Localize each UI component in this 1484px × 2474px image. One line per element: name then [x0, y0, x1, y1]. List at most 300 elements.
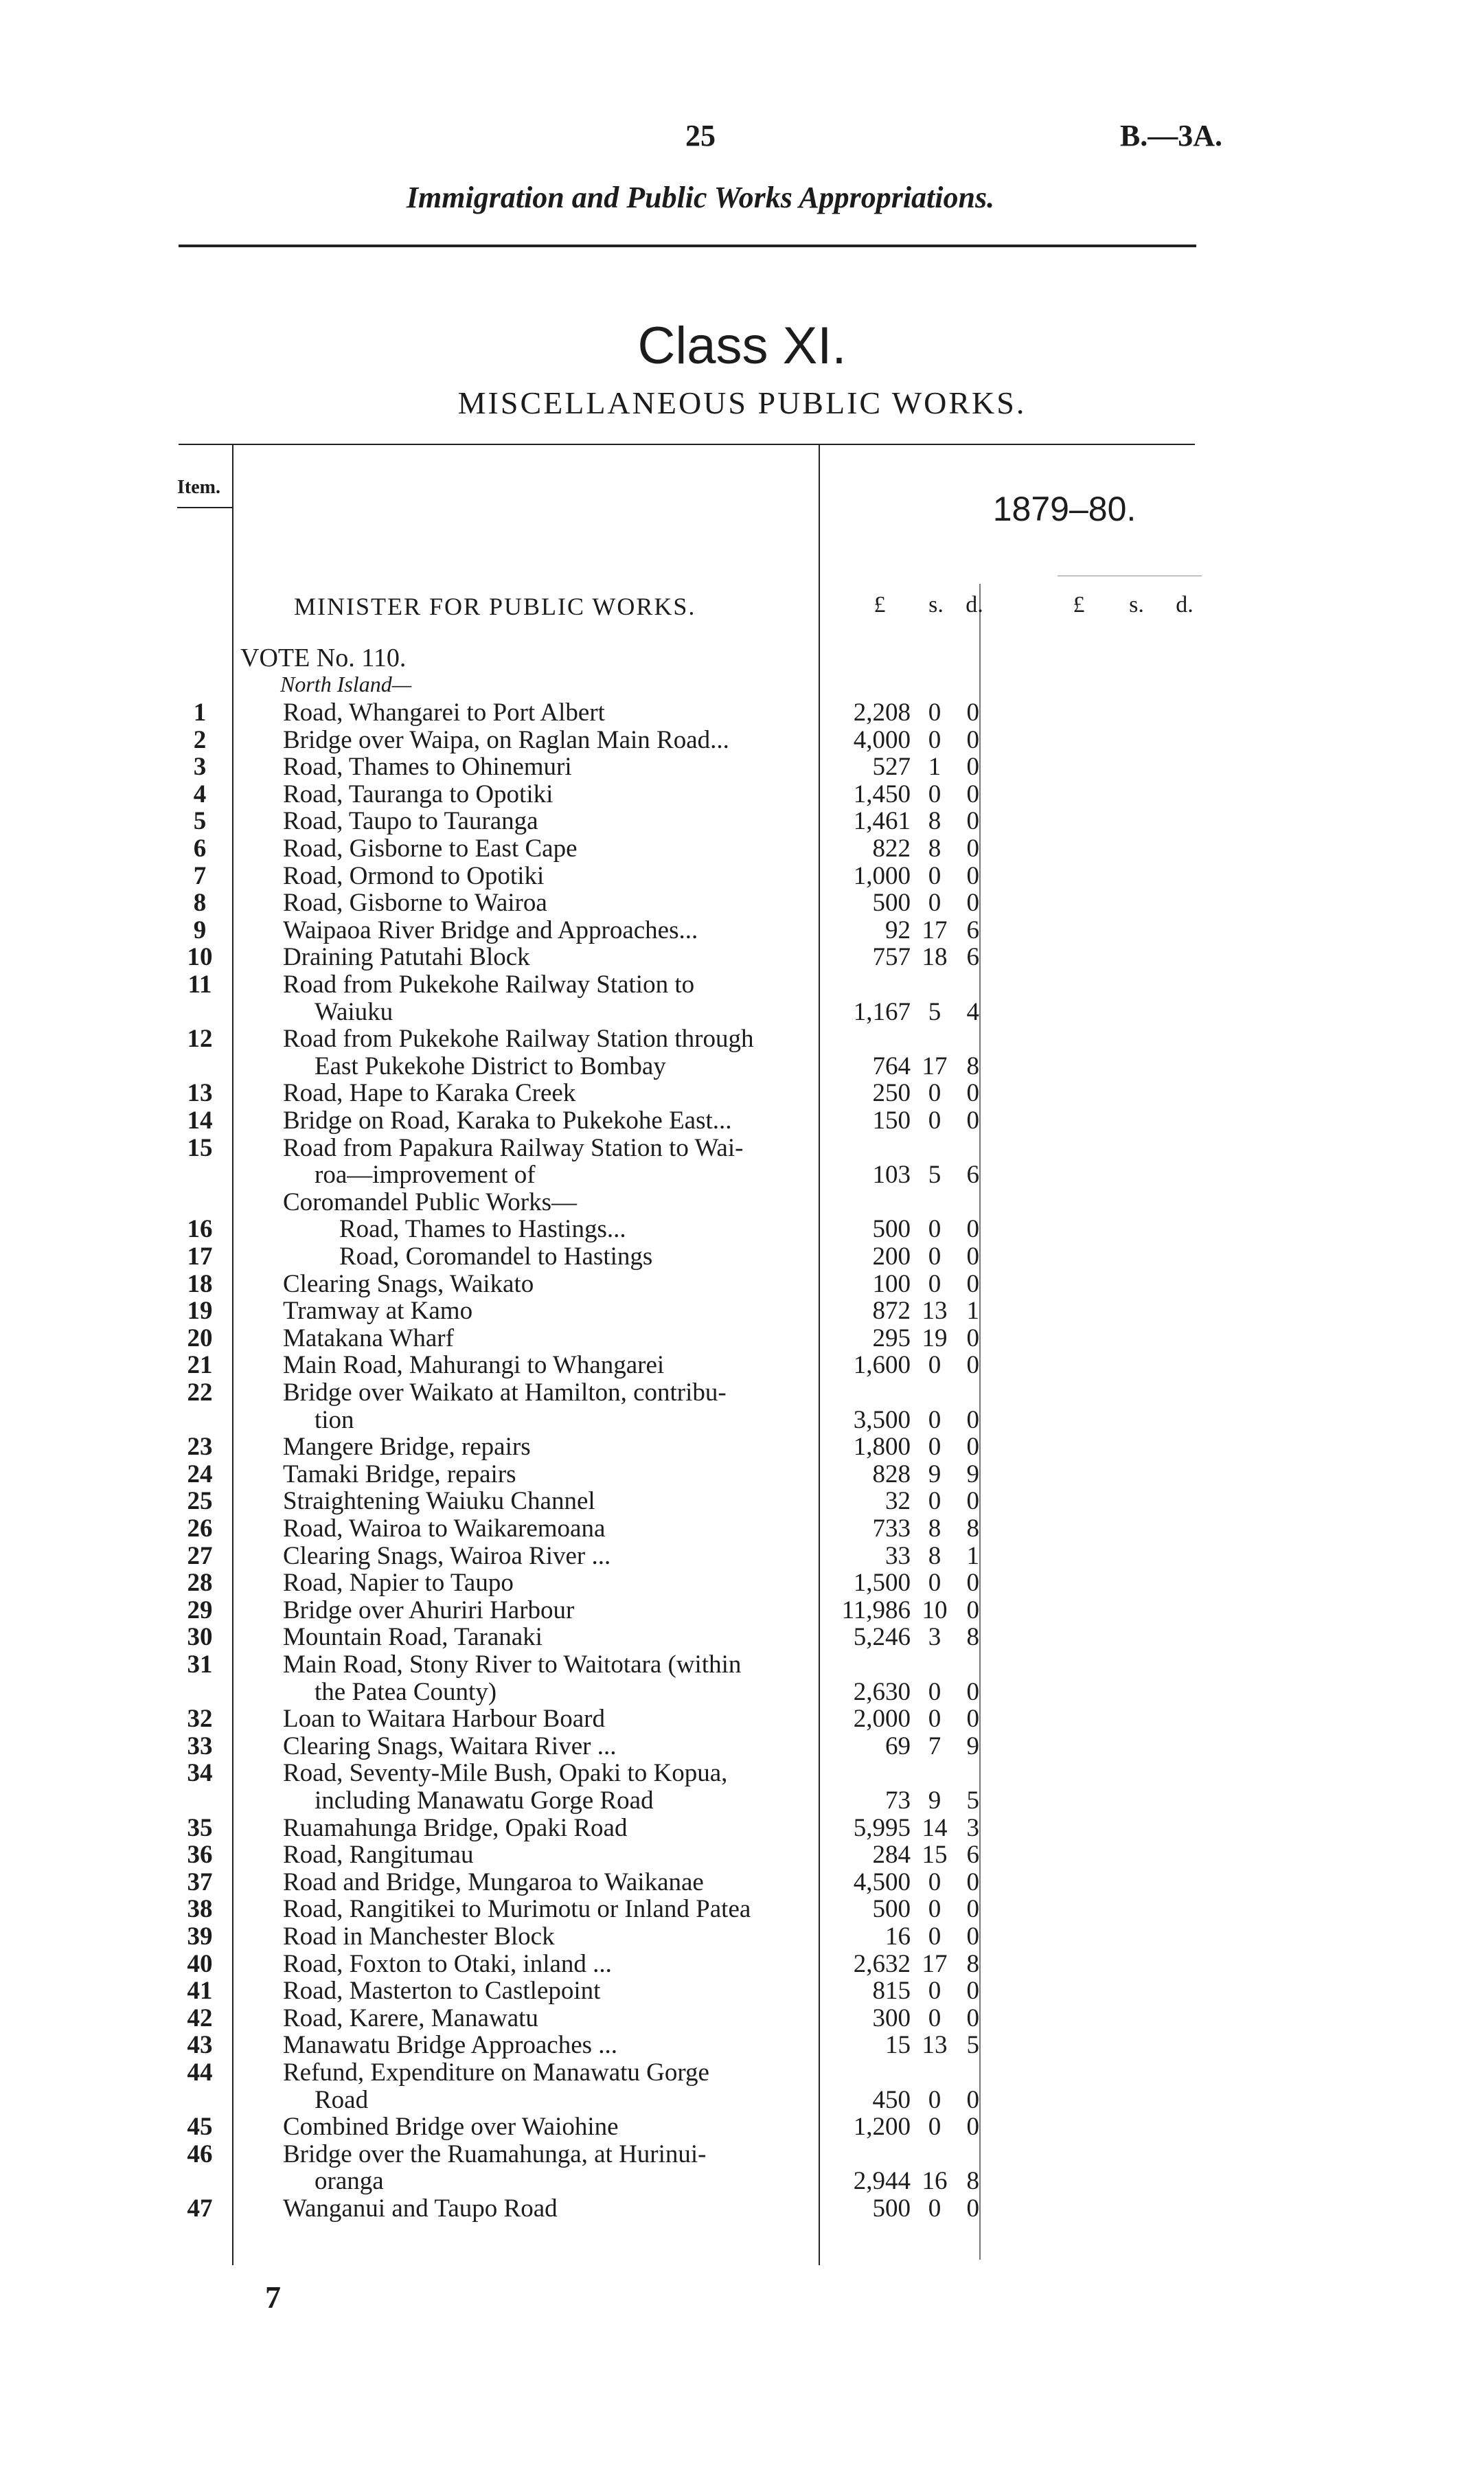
item-number: 18	[187, 1269, 213, 1298]
item-description: Waipaoa River Bridge and Approaches...	[283, 916, 698, 944]
item-number: 24	[187, 1460, 213, 1488]
amount-pounds: 1,167	[853, 997, 911, 1026]
item-description: Waiuku	[315, 998, 393, 1026]
table-row	[0, 699, 1484, 727]
amount-pounds: 1,800	[853, 1433, 911, 1462]
table-row	[0, 835, 1484, 863]
table-row	[0, 1651, 1484, 1679]
amount-shillings: 13	[922, 2031, 948, 2060]
amount-shillings: 0	[928, 1269, 941, 1298]
item-description: Road, Hape to Karaka Creek	[283, 1080, 576, 1108]
item-description: East Pukekohe District to Bombay	[315, 1052, 666, 1080]
header-rule	[179, 245, 1196, 247]
table-row	[0, 1488, 1484, 1515]
item-description: Clearing Snags, Wairoa River ...	[283, 1542, 611, 1570]
amount-shillings: 9	[928, 1786, 941, 1815]
amount-pence: 9	[966, 1732, 979, 1760]
table-row	[0, 2168, 1484, 2195]
document-subtitle: Immigration and Public Works Appropriations.	[406, 181, 995, 214]
table-row	[0, 2005, 1484, 2032]
amount-pounds: 32	[885, 1487, 911, 1516]
item-number: 35	[187, 1813, 213, 1842]
item-number: 31	[187, 1650, 213, 1679]
amount-shillings: 8	[928, 1514, 941, 1543]
amount-pounds: 2,208	[853, 699, 911, 727]
table-row	[0, 1053, 1484, 1080]
amount-shillings: 0	[928, 1079, 941, 1108]
item-number: 6	[193, 835, 207, 863]
amount-shillings: 8	[928, 807, 941, 836]
table-row	[0, 1760, 1484, 1787]
table-row	[0, 1705, 1484, 1733]
amount-pounds: 33	[885, 1541, 911, 1570]
amount-pounds: 295	[872, 1324, 911, 1352]
amount-pounds: 92	[885, 916, 911, 944]
table-row	[0, 1569, 1484, 1597]
amount-pence: 0	[966, 1569, 979, 1598]
amount-pence: 4	[966, 997, 979, 1026]
amount-pence: 0	[966, 1433, 979, 1462]
amount-pence: 0	[966, 2004, 979, 2032]
amount-pounds: 69	[885, 1732, 911, 1760]
amount-pounds: 103	[872, 1161, 911, 1190]
amount-pence: 0	[966, 1977, 979, 2006]
amount-shillings: 0	[928, 725, 941, 754]
amount-pounds: 5,995	[853, 1813, 911, 1842]
page-number: 25	[685, 119, 716, 152]
amount-pence: 6	[966, 1841, 979, 1870]
region-label: North Island—	[280, 672, 412, 696]
table-row	[0, 1733, 1484, 1760]
amount-shillings: 5	[928, 997, 941, 1026]
amount-pounds: 733	[872, 1514, 911, 1543]
amount-pounds: 100	[872, 1269, 911, 1298]
amount-pence: 0	[966, 1922, 979, 1951]
amount-shillings: 14	[922, 1813, 948, 1842]
item-description: Road, Karere, Manawatu	[283, 2004, 538, 2032]
item-description: Main Road, Stony River to Waitotara (within	[283, 1651, 742, 1679]
item-description: Road, Rangitikei to Murimotu or Inland Patea	[283, 1896, 751, 1924]
amount-pounds: 300	[872, 2004, 911, 2032]
item-number: 29	[187, 1596, 213, 1624]
item-description: Bridge over Waipa, on Raglan Main Road...	[283, 726, 729, 754]
amount-shillings: 0	[928, 1433, 941, 1462]
item-description: Road, Wairoa to Waikaremoana	[283, 1515, 606, 1543]
amount-shillings: 19	[922, 1324, 948, 1352]
amount-shillings: 17	[922, 1052, 948, 1080]
amount-pence: 6	[966, 916, 979, 944]
table-top-rule	[179, 444, 1195, 445]
table-row	[0, 1216, 1484, 1243]
table-row	[0, 889, 1484, 917]
item-number: 20	[187, 1324, 213, 1352]
item-description: Main Road, Mahurangi to Whangarei	[283, 1352, 665, 1380]
item-description: Road, Thames to Ohinemuri	[283, 753, 572, 782]
item-header-underline	[177, 507, 232, 508]
item-number: 26	[187, 1514, 213, 1543]
table-row	[0, 1624, 1484, 1651]
amount-pounds: 3,500	[853, 1405, 911, 1434]
amount-shillings: 0	[928, 1215, 941, 1244]
item-number: 4	[193, 780, 207, 808]
amount-shillings: 17	[922, 916, 948, 944]
amount-shillings: 9	[928, 1460, 941, 1488]
amount-pounds: 1,500	[853, 1569, 911, 1598]
amount-shillings: 0	[928, 2113, 941, 2142]
pence-header: d.	[966, 592, 983, 617]
item-description: Road, Ormond to Opotiki	[283, 862, 545, 890]
item-number: 14	[187, 1107, 213, 1135]
amount-pounds: 250	[872, 1079, 911, 1108]
amount-shillings: 16	[922, 2167, 948, 2196]
amount-pence: 0	[966, 1405, 979, 1434]
table-row	[0, 727, 1484, 754]
item-number: 23	[187, 1433, 213, 1462]
amount-pounds: 500	[872, 1215, 911, 1244]
amount-pence: 8	[966, 1052, 979, 1080]
item-number: 19	[187, 1297, 213, 1326]
amount-pounds: 822	[872, 835, 911, 863]
amount-pounds: 4,500	[853, 1868, 911, 1896]
signature-mark: 7	[265, 2280, 281, 2315]
table-row	[0, 1787, 1484, 1815]
pounds-header-2: £	[1073, 592, 1085, 617]
item-description: Coromandel Public Works—	[283, 1188, 577, 1216]
minister-header: MINISTER FOR PUBLIC WORKS.	[294, 593, 696, 620]
item-description: Road from Papakura Railway Station to Wai-	[283, 1134, 744, 1162]
table-row	[0, 781, 1484, 808]
amount-pounds: 16	[885, 1922, 911, 1951]
amount-pence: 0	[966, 835, 979, 863]
amount-pounds: 2,632	[853, 1949, 911, 1978]
table-row	[0, 2059, 1484, 2087]
amount-pence: 0	[966, 807, 979, 836]
item-description: tion	[315, 1406, 354, 1434]
table-row	[0, 1977, 1484, 2005]
item-description: Road, Foxton to Otaki, inland ...	[283, 1950, 612, 1978]
table-row	[0, 1271, 1484, 1298]
amount-shillings: 0	[928, 1977, 941, 2006]
item-number: 5	[193, 807, 207, 836]
amount-shillings: 0	[928, 1922, 941, 1951]
item-number: 40	[187, 1949, 213, 1978]
amount-pounds: 11,986	[841, 1596, 911, 1624]
amount-shillings: 13	[922, 1297, 948, 1326]
amount-shillings: 7	[928, 1732, 941, 1760]
item-description: Road in Manchester Block	[283, 1923, 555, 1951]
item-description: Refund, Expenditure on Manawatu Gorge	[283, 2059, 709, 2087]
item-description: Road from Pukekohe Railway Station through	[283, 1025, 754, 1054]
item-number: 2	[193, 725, 207, 754]
item-number: 41	[187, 1977, 213, 2006]
item-number: 12	[187, 1025, 213, 1054]
item-number: 1	[193, 699, 207, 727]
table-row	[0, 1297, 1484, 1325]
item-description: Manawatu Bridge Approaches ...	[283, 2032, 618, 2060]
amount-pence: 0	[966, 1677, 979, 1706]
table-row	[0, 1352, 1484, 1379]
amount-shillings: 0	[928, 780, 941, 808]
item-number: 7	[193, 861, 207, 890]
amount-shillings: 17	[922, 1949, 948, 1978]
amount-pounds: 73	[885, 1786, 911, 1815]
amount-shillings: 0	[928, 1569, 941, 1598]
amount-pence: 0	[966, 780, 979, 808]
item-description: Bridge over the Ruamahunga, at Hurinui-	[283, 2140, 707, 2168]
amount-pence: 0	[966, 2085, 979, 2114]
amount-shillings: 18	[922, 943, 948, 972]
item-number: 25	[187, 1487, 213, 1516]
amount-pence: 0	[966, 1079, 979, 1108]
shillings-header-2: s.	[1129, 592, 1144, 617]
item-description: Draining Patutahi Block	[283, 944, 530, 972]
item-number: 34	[187, 1759, 213, 1788]
amount-pence: 0	[966, 1242, 979, 1271]
item-number: 10	[187, 943, 213, 972]
amount-pence: 8	[966, 1949, 979, 1978]
amount-pence: 5	[966, 2031, 979, 2060]
amount-shillings: 0	[928, 699, 941, 727]
amount-pounds: 527	[872, 753, 911, 782]
item-number: 38	[187, 1895, 213, 1924]
amount-pence: 0	[966, 1895, 979, 1924]
amount-pence: 6	[966, 1161, 979, 1190]
item-description: Mangere Bridge, repairs	[283, 1433, 531, 1462]
item-description: Road, Gisborne to East Cape	[283, 835, 578, 863]
item-description: Road, Rangitumau	[283, 1841, 474, 1870]
table-row	[0, 753, 1484, 781]
item-description: Road, Napier to Taupo	[283, 1569, 514, 1598]
class-title: Class XI.	[637, 317, 847, 375]
amount-pounds: 2,630	[853, 1677, 911, 1706]
table-row	[0, 1951, 1484, 1978]
amount-pounds: 4,000	[853, 725, 911, 754]
table-row	[0, 944, 1484, 971]
item-number: 11	[187, 971, 212, 999]
amount-pence: 6	[966, 943, 979, 972]
table-row	[0, 1161, 1484, 1189]
item-description: Road, Taupo to Tauranga	[283, 808, 538, 836]
amount-pence: 1	[966, 1541, 979, 1570]
amount-pounds: 815	[872, 1977, 911, 2006]
item-number: 33	[187, 1732, 213, 1760]
item-number: 46	[187, 2140, 213, 2168]
table-row	[0, 2087, 1484, 2114]
amount-pounds: 2,000	[853, 1705, 911, 1734]
amount-pounds: 1,600	[853, 1351, 911, 1380]
year-header: 1879–80.	[992, 490, 1137, 528]
table-row	[0, 2141, 1484, 2168]
amount-shillings: 8	[928, 835, 941, 863]
amount-pounds: 872	[872, 1297, 911, 1326]
table-row	[0, 1025, 1484, 1053]
amount-pence: 0	[966, 1868, 979, 1896]
item-number: 17	[187, 1242, 213, 1271]
amount-pence: 0	[966, 1351, 979, 1380]
item-description: Ruamahunga Bridge, Opaki Road	[283, 1814, 628, 1842]
table-row	[0, 917, 1484, 944]
item-number: 42	[187, 2004, 213, 2032]
amount-shillings: 0	[928, 1705, 941, 1734]
table-row	[0, 1379, 1484, 1407]
table-row	[0, 1243, 1484, 1271]
amount-shillings: 0	[928, 889, 941, 918]
item-number: 8	[193, 889, 207, 918]
amount-pence: 0	[966, 2194, 979, 2223]
item-number: 37	[187, 1868, 213, 1896]
table-row	[0, 1597, 1484, 1624]
table-row	[0, 1461, 1484, 1488]
item-number: 36	[187, 1841, 213, 1870]
item-description: Mountain Road, Taranaki	[283, 1624, 543, 1652]
table-row	[0, 1841, 1484, 1869]
item-description: Tamaki Bridge, repairs	[283, 1460, 516, 1488]
amount-pounds: 764	[872, 1052, 911, 1080]
item-description: Road, Coromandel to Hastings	[339, 1243, 653, 1271]
item-description: Matakana Wharf	[283, 1324, 454, 1352]
item-number: 28	[187, 1569, 213, 1598]
item-description: Wanganui and Taupo Road	[283, 2195, 558, 2223]
amount-pounds: 150	[872, 1107, 911, 1135]
table-row	[0, 1896, 1484, 1923]
item-description: the Patea County)	[315, 1678, 497, 1706]
amount-pence: 5	[966, 1786, 979, 1815]
amount-shillings: 0	[928, 1677, 941, 1706]
item-description: Road, Tauranga to Opotiki	[283, 780, 553, 808]
item-column-header: Item.	[177, 477, 220, 498]
item-number: 9	[193, 916, 207, 944]
amount-pence: 0	[966, 1215, 979, 1244]
amount-pence: 9	[966, 1460, 979, 1488]
amount-shillings: 0	[928, 2194, 941, 2223]
item-number: 22	[187, 1378, 213, 1407]
amount-pence: 0	[966, 1269, 979, 1298]
amount-pounds: 1,461	[853, 807, 911, 836]
amount-pence: 0	[966, 1596, 979, 1624]
amount-pounds: 828	[872, 1460, 911, 1488]
item-number: 45	[187, 2113, 213, 2142]
item-description: Bridge on Road, Karaka to Pukekohe East...	[283, 1107, 732, 1135]
item-description: Road and Bridge, Mungaroa to Waikanae	[283, 1868, 704, 1896]
amount-shillings: 0	[928, 1487, 941, 1516]
item-number: 30	[187, 1623, 213, 1652]
amount-shillings: 5	[928, 1161, 941, 1190]
amount-shillings: 0	[928, 1242, 941, 1271]
amount-shillings: 1	[928, 753, 941, 782]
table-row	[0, 808, 1484, 835]
item-number: 15	[187, 1133, 213, 1162]
item-description: Road, Gisborne to Wairoa	[283, 889, 547, 918]
item-description: Road, Seventy-Mile Bush, Opaki to Kopua,	[283, 1760, 728, 1788]
item-number: 47	[187, 2194, 213, 2223]
item-description: Loan to Waitara Harbour Board	[283, 1705, 605, 1734]
amount-pounds: 200	[872, 1242, 911, 1271]
item-number: 13	[187, 1079, 213, 1108]
item-number: 3	[193, 753, 207, 782]
item-description: Clearing Snags, Waitara River ...	[283, 1732, 617, 1760]
item-number: 44	[187, 2058, 213, 2087]
table-row	[0, 1543, 1484, 1570]
pounds-header: £	[874, 592, 886, 617]
item-description: Road from Pukekohe Railway Station to	[283, 971, 695, 999]
section-title: MISCELLANEOUS PUBLIC WORKS.	[457, 385, 1027, 420]
amount-shillings: 0	[928, 1107, 941, 1135]
amount-pence: 0	[966, 861, 979, 890]
item-description: Clearing Snags, Waikato	[283, 1270, 534, 1298]
item-number: 21	[187, 1351, 213, 1380]
amount-shillings: 0	[928, 1351, 941, 1380]
amount-pence: 0	[966, 889, 979, 918]
table-row	[0, 999, 1484, 1026]
table-row	[0, 1407, 1484, 1434]
amount-pounds: 1,000	[853, 861, 911, 890]
amount-pence: 1	[966, 1297, 979, 1326]
amount-shillings: 0	[928, 861, 941, 890]
item-description: Bridge over Waikato at Hamilton, contribu-	[283, 1379, 727, 1407]
table-row	[0, 1189, 1484, 1216]
amount-pence: 0	[966, 699, 979, 727]
table-row	[0, 1923, 1484, 1951]
amount-shillings: 0	[928, 1868, 941, 1896]
table-row	[0, 1815, 1484, 1842]
item-number: 32	[187, 1705, 213, 1734]
amount-pounds: 500	[872, 1895, 911, 1924]
document-reference: B.—3A.	[1119, 119, 1222, 152]
table-row	[0, 1107, 1484, 1135]
table-row	[0, 1433, 1484, 1461]
table-row	[0, 2032, 1484, 2059]
amount-shillings: 8	[928, 1541, 941, 1570]
amount-pounds: 1,200	[853, 2113, 911, 2142]
amount-pounds: 2,944	[853, 2167, 911, 2196]
amount-shillings: 0	[928, 2085, 941, 2114]
vote-label: VOTE No. 110.	[240, 644, 407, 672]
table-row	[0, 1080, 1484, 1107]
item-description: including Manawatu Gorge Road	[315, 1787, 654, 1815]
item-description: Road, Thames to Hastings...	[339, 1216, 626, 1244]
item-description: Road, Whangarei to Port Albert	[283, 699, 605, 727]
table-row	[0, 1325, 1484, 1352]
amount-shillings: 10	[922, 1596, 948, 1624]
amount-pence: 0	[966, 753, 979, 782]
table-row	[0, 971, 1484, 999]
amount-pence: 0	[966, 725, 979, 754]
amount-shillings: 0	[928, 1895, 941, 1924]
item-number: 27	[187, 1541, 213, 1570]
shillings-header: s.	[928, 592, 944, 617]
amount-shillings: 0	[928, 2004, 941, 2032]
amount-pence: 0	[966, 1324, 979, 1352]
amount-pence: 0	[966, 1487, 979, 1516]
item-description: Combined Bridge over Waiohine	[283, 2113, 619, 2142]
table-row	[0, 2195, 1484, 2223]
amount-pounds: 1,450	[853, 780, 911, 808]
table-row	[0, 2113, 1484, 2141]
amount-shillings: 0	[928, 1405, 941, 1434]
amount-pence: 8	[966, 1514, 979, 1543]
pence-header-2: d.	[1176, 592, 1194, 617]
amount-pence: 0	[966, 2113, 979, 2142]
table-row	[0, 1135, 1484, 1162]
amount-pence: 8	[966, 1623, 979, 1652]
table-row	[0, 863, 1484, 890]
item-number: 43	[187, 2031, 213, 2060]
item-description: Road	[315, 2086, 369, 2114]
item-description: Tramway at Kamo	[283, 1297, 473, 1326]
amount-pence: 8	[966, 2167, 979, 2196]
table-row	[0, 1679, 1484, 1706]
item-description: oranga	[315, 2168, 384, 2196]
